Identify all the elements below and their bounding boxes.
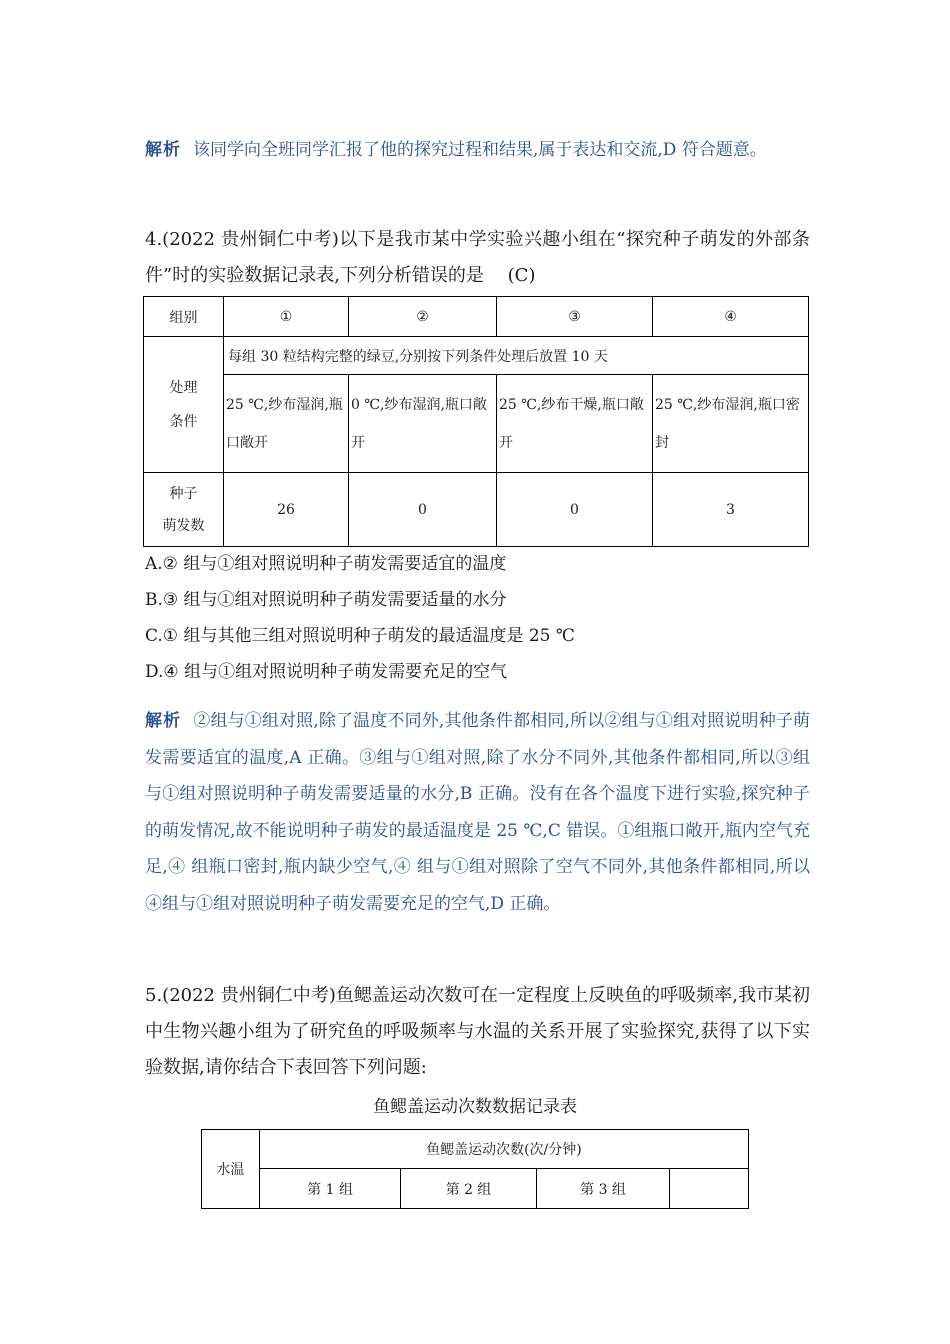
analysis-label: 解析 [145, 711, 182, 731]
gill-table [201, 1129, 749, 1209]
condition-4: 25 ℃,纱布湿润,瓶口密封 [653, 375, 809, 473]
condition-header: 处理 条件 [144, 337, 224, 473]
question-5-stem: 5.(2022 贵州铜仁中考)鱼鳃盖运动次数可在一定程度上反映鱼的呼吸频率,我市某初中生物兴趣小组为了研究鱼的呼吸频率与水温的关系开展了实验探究,获得了以下实验数据,请你结合下表回答下列问题: [145, 985, 810, 1078]
analysis-text: 该同学向全班同学汇报了他的探究过程和结果,属于表达和交流,D 符合题意。 [193, 140, 767, 160]
analysis-label: 解析 [145, 140, 181, 160]
option-d: D.④ 组与①组对照说明种子萌发需要充足的空气 [145, 662, 508, 682]
question-4-stem: 4.(2022 贵州铜仁中考)以下是我市某中学实验兴趣小组在“探究种子萌发的外部条件”时的实验数据记录表,下列分析错误的是 (C) [145, 229, 810, 286]
option-a: A.② 组与①组对照说明种子萌发需要适宜的温度 [145, 554, 507, 574]
result-4: 3 [653, 473, 809, 547]
analysis-2 [145, 703, 810, 922]
result-1: 26 [224, 473, 349, 547]
group-col-2: 第 2 组 [401, 1169, 537, 1209]
common-condition: 每组 30 粒结构完整的绿豆,分别按下列条件处理后放置 10 天 [224, 337, 809, 375]
group-header: 组别 [144, 297, 224, 337]
group-col-1: 第 1 组 [259, 1169, 400, 1209]
table-title: 鱼鳃盖运动次数数据记录表 [373, 1097, 577, 1117]
group-1: ① [224, 297, 349, 337]
count-header: 鱼鳃盖运动次数(次/分钟) [259, 1130, 748, 1169]
result-3: 0 [497, 473, 653, 547]
condition-2: 0 ℃,纱布湿润,瓶口敞开 [349, 375, 497, 473]
result-2: 0 [349, 473, 497, 547]
condition-3: 25 ℃,纱布干燥,瓶口敞开 [497, 375, 653, 473]
result-header: 种子 萌发数 [144, 473, 224, 547]
group-3: ③ [497, 297, 653, 337]
group-2: ② [349, 297, 497, 337]
group-4: ④ [653, 297, 809, 337]
option-c: C.① 组与其他三组对照说明种子萌发的最适温度是 25 ℃ [145, 626, 575, 646]
temp-header: 水温 [202, 1130, 260, 1209]
option-b: B.③ 组与①组对照说明种子萌发需要适量的水分 [145, 590, 507, 610]
analysis-1 [145, 132, 810, 169]
group-col-4 [670, 1169, 749, 1209]
analysis-text: ②组与①组对照,除了温度不同外,其他条件都相同,所以②组与①组对照说明种子萌发需要适宜的温度,A 正确。③组与①组对照,除了水分不同外,其他条件都相同,所以③组与①组对照说明种子萌发需要适量的水分,B 正确。没有在各个温度下进行实验,探究种子的萌发情况,故不能说明种子萌发的最适温度是 25 ℃,C 错误。①组瓶口敞开,瓶内空气充足,④ 组瓶口密封,瓶内缺少空气,④ 组与①组对照除了空气不同外,其他条件都相同,所以④组与①组对照说明种子萌发需要充足的空气,D 正确。 [145, 711, 810, 914]
germination-table [143, 296, 809, 547]
condition-1: 25 ℃,纱布湿润,瓶口敞开 [224, 375, 349, 473]
group-col-3: 第 3 组 [536, 1169, 670, 1209]
